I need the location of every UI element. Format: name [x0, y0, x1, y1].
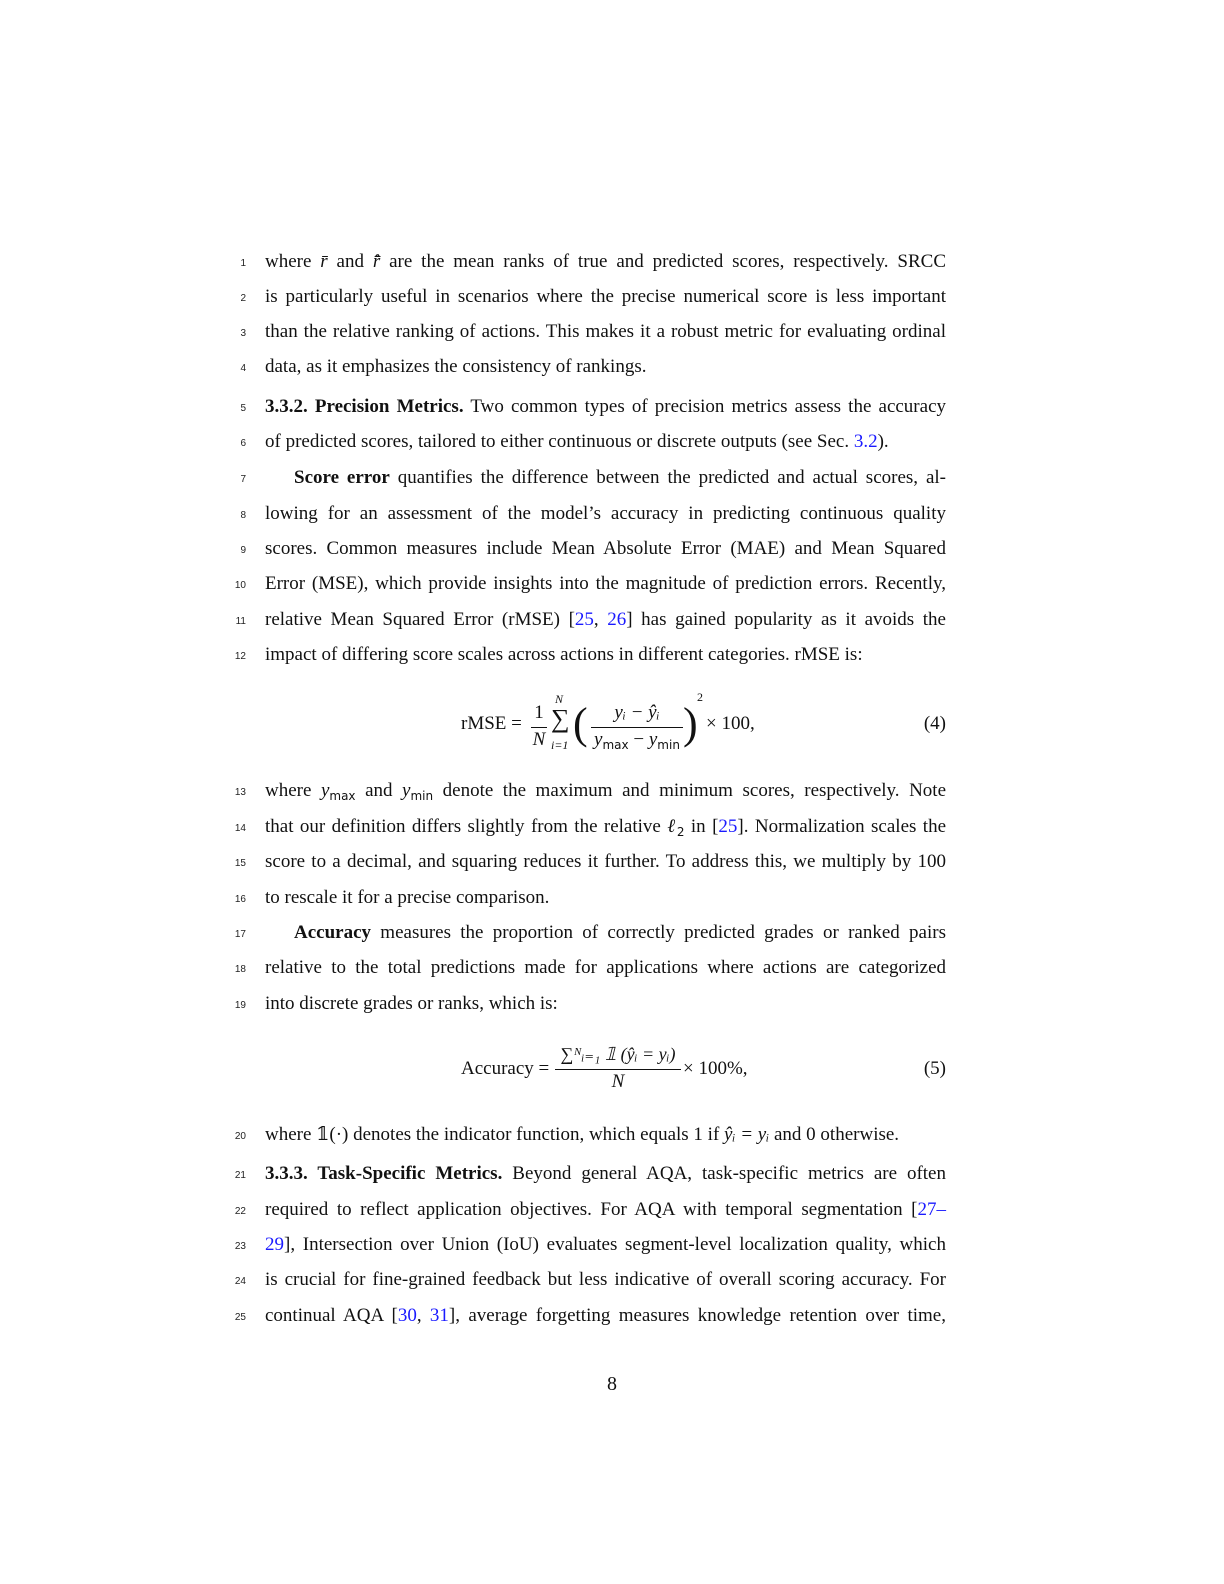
equation-number: (5)	[923, 1058, 946, 1079]
equation-tail: × 100%,	[683, 1058, 748, 1079]
line-number: 5	[240, 403, 246, 414]
text-run: continual AQA [	[265, 1305, 398, 1326]
line-number: 24	[234, 1276, 246, 1287]
page-number: 8	[607, 1373, 617, 1395]
equation-lhs: Accuracy =	[461, 1058, 550, 1079]
subscript: min	[410, 789, 434, 803]
text-run: where 𝟙(·) denotes the indicator function, which equals 1 if	[265, 1124, 725, 1145]
line-number: 7	[240, 474, 246, 485]
text-run: and	[327, 251, 373, 272]
right-paren: )	[683, 699, 698, 748]
text-line: Error (MSE), which provide insights into the magnitude of prediction errors. Recently,	[265, 573, 946, 594]
math-y: y	[320, 780, 330, 801]
accuracy-denominator: N	[611, 1071, 625, 1092]
section-ref-link[interactable]: 3.2	[853, 431, 878, 452]
section-heading: 3.3.2. Precision Metrics.	[265, 396, 464, 417]
math-minus: −	[628, 729, 649, 750]
text-line: scores. Common measures include Mean Absolute Error (MAE) and Mean Squared	[265, 538, 946, 559]
line-number: 2	[240, 293, 246, 304]
text-line	[265, 1123, 946, 1147]
text-run: that our definition differs slightly from the relative	[265, 816, 668, 837]
line-number: 15	[234, 858, 246, 869]
line-number: 17	[234, 929, 246, 940]
rmse-denominator	[591, 729, 683, 752]
text-line: impact of differing score scales across actions in different categories. rMSE is:	[265, 644, 863, 665]
sum-upper-limit: N	[555, 692, 564, 706]
fraction-numerator: 1	[534, 702, 544, 723]
math-y: y	[648, 729, 658, 750]
math-ell: ℓ	[667, 816, 677, 837]
line-number: 8	[240, 510, 246, 521]
math-r-bar: r̄	[320, 251, 328, 272]
line-number: 23	[234, 1241, 246, 1252]
text-line	[265, 815, 946, 844]
math-y: y	[402, 780, 411, 801]
math-y: y	[594, 729, 603, 750]
subscript: min	[657, 738, 680, 752]
line-number: 4	[240, 363, 246, 374]
line-number: 18	[234, 964, 246, 975]
text-run: required to reflect application objectives. For AQA with temporal segmentation [	[265, 1199, 918, 1220]
text-run: where	[265, 780, 321, 801]
text-line: data, as it emphasizes the consistency of rankings.	[265, 356, 647, 377]
text-line: relative to the total predictions made for applications where actions are categorized	[265, 957, 946, 978]
text-run: in [	[684, 816, 719, 837]
left-paren: (	[573, 699, 588, 748]
line-number: 21	[234, 1170, 246, 1181]
text-line	[265, 466, 946, 490]
equation-accuracy	[461, 1042, 761, 1096]
exponent: 2	[697, 690, 703, 704]
line-number: 14	[234, 823, 246, 834]
text-line	[265, 395, 946, 419]
text-line	[265, 1304, 946, 1328]
text-line	[265, 250, 946, 274]
text-line	[265, 1198, 946, 1222]
citation-link[interactable]: 26	[607, 609, 627, 630]
text-run: and	[355, 780, 403, 801]
text-line: score to a decimal, and squaring reduces it further. To address this, we multiply by 100	[265, 851, 946, 872]
citation-link[interactable]: 29	[265, 1234, 284, 1255]
line-number: 22	[234, 1206, 246, 1217]
text-run: ] has gained popularity as it avoids the	[626, 609, 946, 630]
text-run: ,	[593, 609, 608, 630]
text-line	[265, 779, 946, 808]
text-run: Two common types of precision metrics assess the accuracy	[463, 396, 946, 417]
line-number: 1	[240, 258, 246, 269]
sum-lower-limit: i=1	[551, 738, 569, 752]
math-r-hat-bar: r̂̄	[372, 251, 381, 272]
section-heading: 3.3.3. Task-Specific Metrics.	[265, 1163, 503, 1184]
text-line: is crucial for fine-grained feedback but less indicative of overall scoring accuracy. For	[265, 1269, 946, 1290]
text-run: where	[265, 251, 321, 272]
subscript: max	[329, 789, 356, 803]
sum-symbol: ∑	[551, 704, 570, 733]
line-number: 12	[234, 651, 246, 662]
text-run: ).	[877, 431, 889, 452]
line-number: 10	[234, 580, 246, 591]
line-number: 11	[235, 616, 246, 627]
text-line: lowing for an assessment of the model’s accuracy in predicting continuous quality	[265, 503, 946, 524]
text-line	[265, 1162, 946, 1186]
line-number: 6	[240, 438, 246, 449]
line-number: 25	[234, 1312, 246, 1323]
rmse-numerator: yᵢ − ŷᵢ	[614, 702, 660, 723]
line-number: 20	[234, 1131, 246, 1142]
text-run: ], average forgetting measures knowledge retention over time,	[448, 1305, 946, 1326]
text-line	[265, 430, 946, 454]
citation-link[interactable]: 25	[718, 816, 738, 837]
text-run: of predicted scores, tailored to either continuous or discrete outputs (see Sec.	[265, 431, 854, 452]
text-line	[265, 608, 946, 632]
text-run: ], Intersection over Union (IoU) evaluates segment-level localization quality, which	[284, 1234, 946, 1255]
text-line: to rescale it for a precise comparison.	[265, 887, 550, 908]
equation-tail: × 100,	[706, 713, 755, 734]
text-run: Beyond general AQA, task-specific metrics are often	[502, 1163, 946, 1184]
citation-link[interactable]: 25	[574, 609, 594, 630]
term-score-error: Score error	[294, 467, 390, 488]
text-run: are the mean ranks of true and predicted scores, respectively. SRCC	[380, 251, 947, 272]
text-line: than the relative ranking of actions. This makes it a robust metric for evaluating ordinal	[265, 321, 946, 342]
text-line: is particularly useful in scenarios where the precise numerical score is less important	[265, 286, 946, 307]
citation-link[interactable]: 31	[429, 1305, 449, 1326]
equation-number: (4)	[923, 713, 946, 734]
equation-lhs: rMSE =	[461, 713, 522, 734]
accuracy-numerator: ∑ᴺᵢ₌₁ 𝟙 (ŷᵢ = yᵢ)	[560, 1044, 676, 1064]
citation-link[interactable]: 30	[397, 1305, 417, 1326]
line-number: 16	[234, 894, 246, 905]
text-line	[265, 921, 946, 945]
text-run: ]. Normalization scales the	[737, 816, 947, 837]
subscript: 2	[676, 825, 685, 839]
fraction-denominator: N	[532, 729, 546, 750]
text-line: into discrete grades or ranks, which is:	[265, 993, 558, 1014]
text-run: and 0 otherwise.	[769, 1124, 900, 1145]
subscript: max	[602, 738, 629, 752]
text-run: relative Mean Squared Error (rMSE) [	[265, 609, 575, 630]
equation-rmse	[461, 690, 761, 760]
text-line	[265, 1233, 946, 1257]
line-number: 19	[234, 1000, 246, 1011]
text-run: denote the maximum and minimum scores, respectively. Note	[433, 780, 947, 801]
text-run: quantifies the difference between the predicted and actual scores, al-	[389, 467, 946, 488]
line-number: 9	[240, 545, 246, 556]
term-accuracy: Accuracy	[294, 922, 372, 943]
text-run: measures the proportion of correctly predicted grades or ranked pairs	[371, 922, 946, 943]
citation-link[interactable]: 27–	[917, 1199, 946, 1220]
line-number: 3	[240, 328, 246, 339]
math-inline: ŷᵢ = yᵢ	[724, 1124, 770, 1145]
line-number: 13	[234, 787, 246, 798]
text-run: ,	[416, 1305, 430, 1326]
